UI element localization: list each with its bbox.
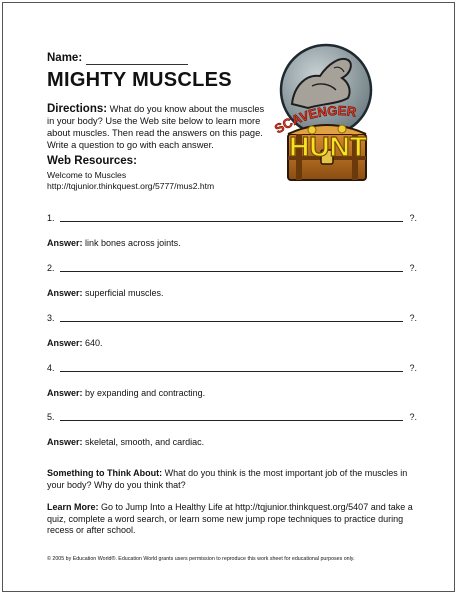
question-blank-line[interactable] [60, 321, 403, 322]
answer-text: skeletal, smooth, and cardiac. [85, 437, 205, 447]
copyright-notice: © 2005 by Education World®. Education World grants users permission to reproduce this work sheet for educational purposes only. [47, 556, 355, 562]
question-number: 3. [47, 313, 55, 323]
question-end: ?. [409, 213, 417, 223]
directions [47, 103, 277, 151]
answer-text: by expanding and contracting. [85, 388, 206, 398]
question-end: ?. [409, 412, 417, 422]
question-number: 4. [47, 363, 55, 373]
answer-label: Answer: [47, 338, 83, 348]
learn-more-line: recess or after school. [47, 525, 136, 536]
question-row[interactable] [47, 410, 417, 424]
think-about-line: What do you think is the most important job of the muscles in [164, 468, 408, 478]
question-end: ?. [409, 313, 417, 323]
question-blank-line[interactable] [60, 420, 403, 421]
web-resources-label: Web Resources: [47, 155, 137, 167]
answer-label: Answer: [47, 388, 83, 398]
scavenger-hunt-logo-icon [272, 38, 388, 188]
question-row[interactable] [47, 311, 417, 325]
question-number: 1. [47, 213, 55, 223]
directions-line: in your body? Use the Web site below to learn more [47, 116, 261, 126]
answer-label: Answer: [47, 437, 83, 447]
web-resource-site-name: Welcome to Muscles [47, 170, 127, 180]
logo-hunt-text: HUNT [289, 131, 367, 162]
answer-text: superficial muscles. [85, 288, 164, 298]
question-number: 2. [47, 263, 55, 273]
name-field-line[interactable] [86, 64, 188, 65]
learn-more-label: Learn More: [47, 502, 99, 512]
question-blank-line[interactable] [60, 371, 403, 372]
question-row[interactable] [47, 211, 417, 225]
logo-scavenger-text: SCAVENGER [272, 102, 358, 137]
think-about-label: Something to Think About: [47, 468, 163, 478]
think-about-section [47, 468, 419, 491]
answer-line [47, 388, 205, 398]
answer-line [47, 338, 103, 348]
learn-more-line: Go to Jump Into a Healthy Life at http://tqjunior.thinkquest.org/5407 and take a [101, 502, 413, 512]
think-about-line: your body? Why do you think that? [47, 479, 186, 490]
page-title: MIGHTY MUSCLES [47, 69, 232, 91]
directions-line: about muscles. Then read the answers on this page. [47, 128, 263, 138]
answer-line [47, 437, 204, 447]
question-end: ?. [409, 263, 417, 273]
directions-line: What do you know about the muscles [109, 104, 265, 114]
directions-label: Directions: [47, 103, 108, 115]
answer-line [47, 288, 164, 298]
learn-more-line: quiz, complete a word search, or learn some new jump rope techniques to practice during [47, 513, 404, 524]
directions-line: Write a question to go with each answer. [47, 140, 214, 150]
question-end: ?. [409, 363, 417, 373]
question-row[interactable] [47, 261, 417, 275]
answer-line [47, 238, 181, 248]
web-resource-url[interactable]: http://tqjunior.thinkquest.org/5777/mus2.htm [47, 181, 215, 191]
answer-text: 640. [85, 338, 103, 348]
answer-label: Answer: [47, 238, 83, 248]
question-row[interactable] [47, 361, 417, 375]
name-label: Name: [47, 52, 83, 64]
learn-more-section [47, 502, 419, 537]
question-number: 5. [47, 412, 55, 422]
question-blank-line[interactable] [60, 271, 403, 272]
question-blank-line[interactable] [60, 221, 403, 222]
answer-label: Answer: [47, 288, 83, 298]
answer-text: link bones across joints. [85, 238, 181, 248]
